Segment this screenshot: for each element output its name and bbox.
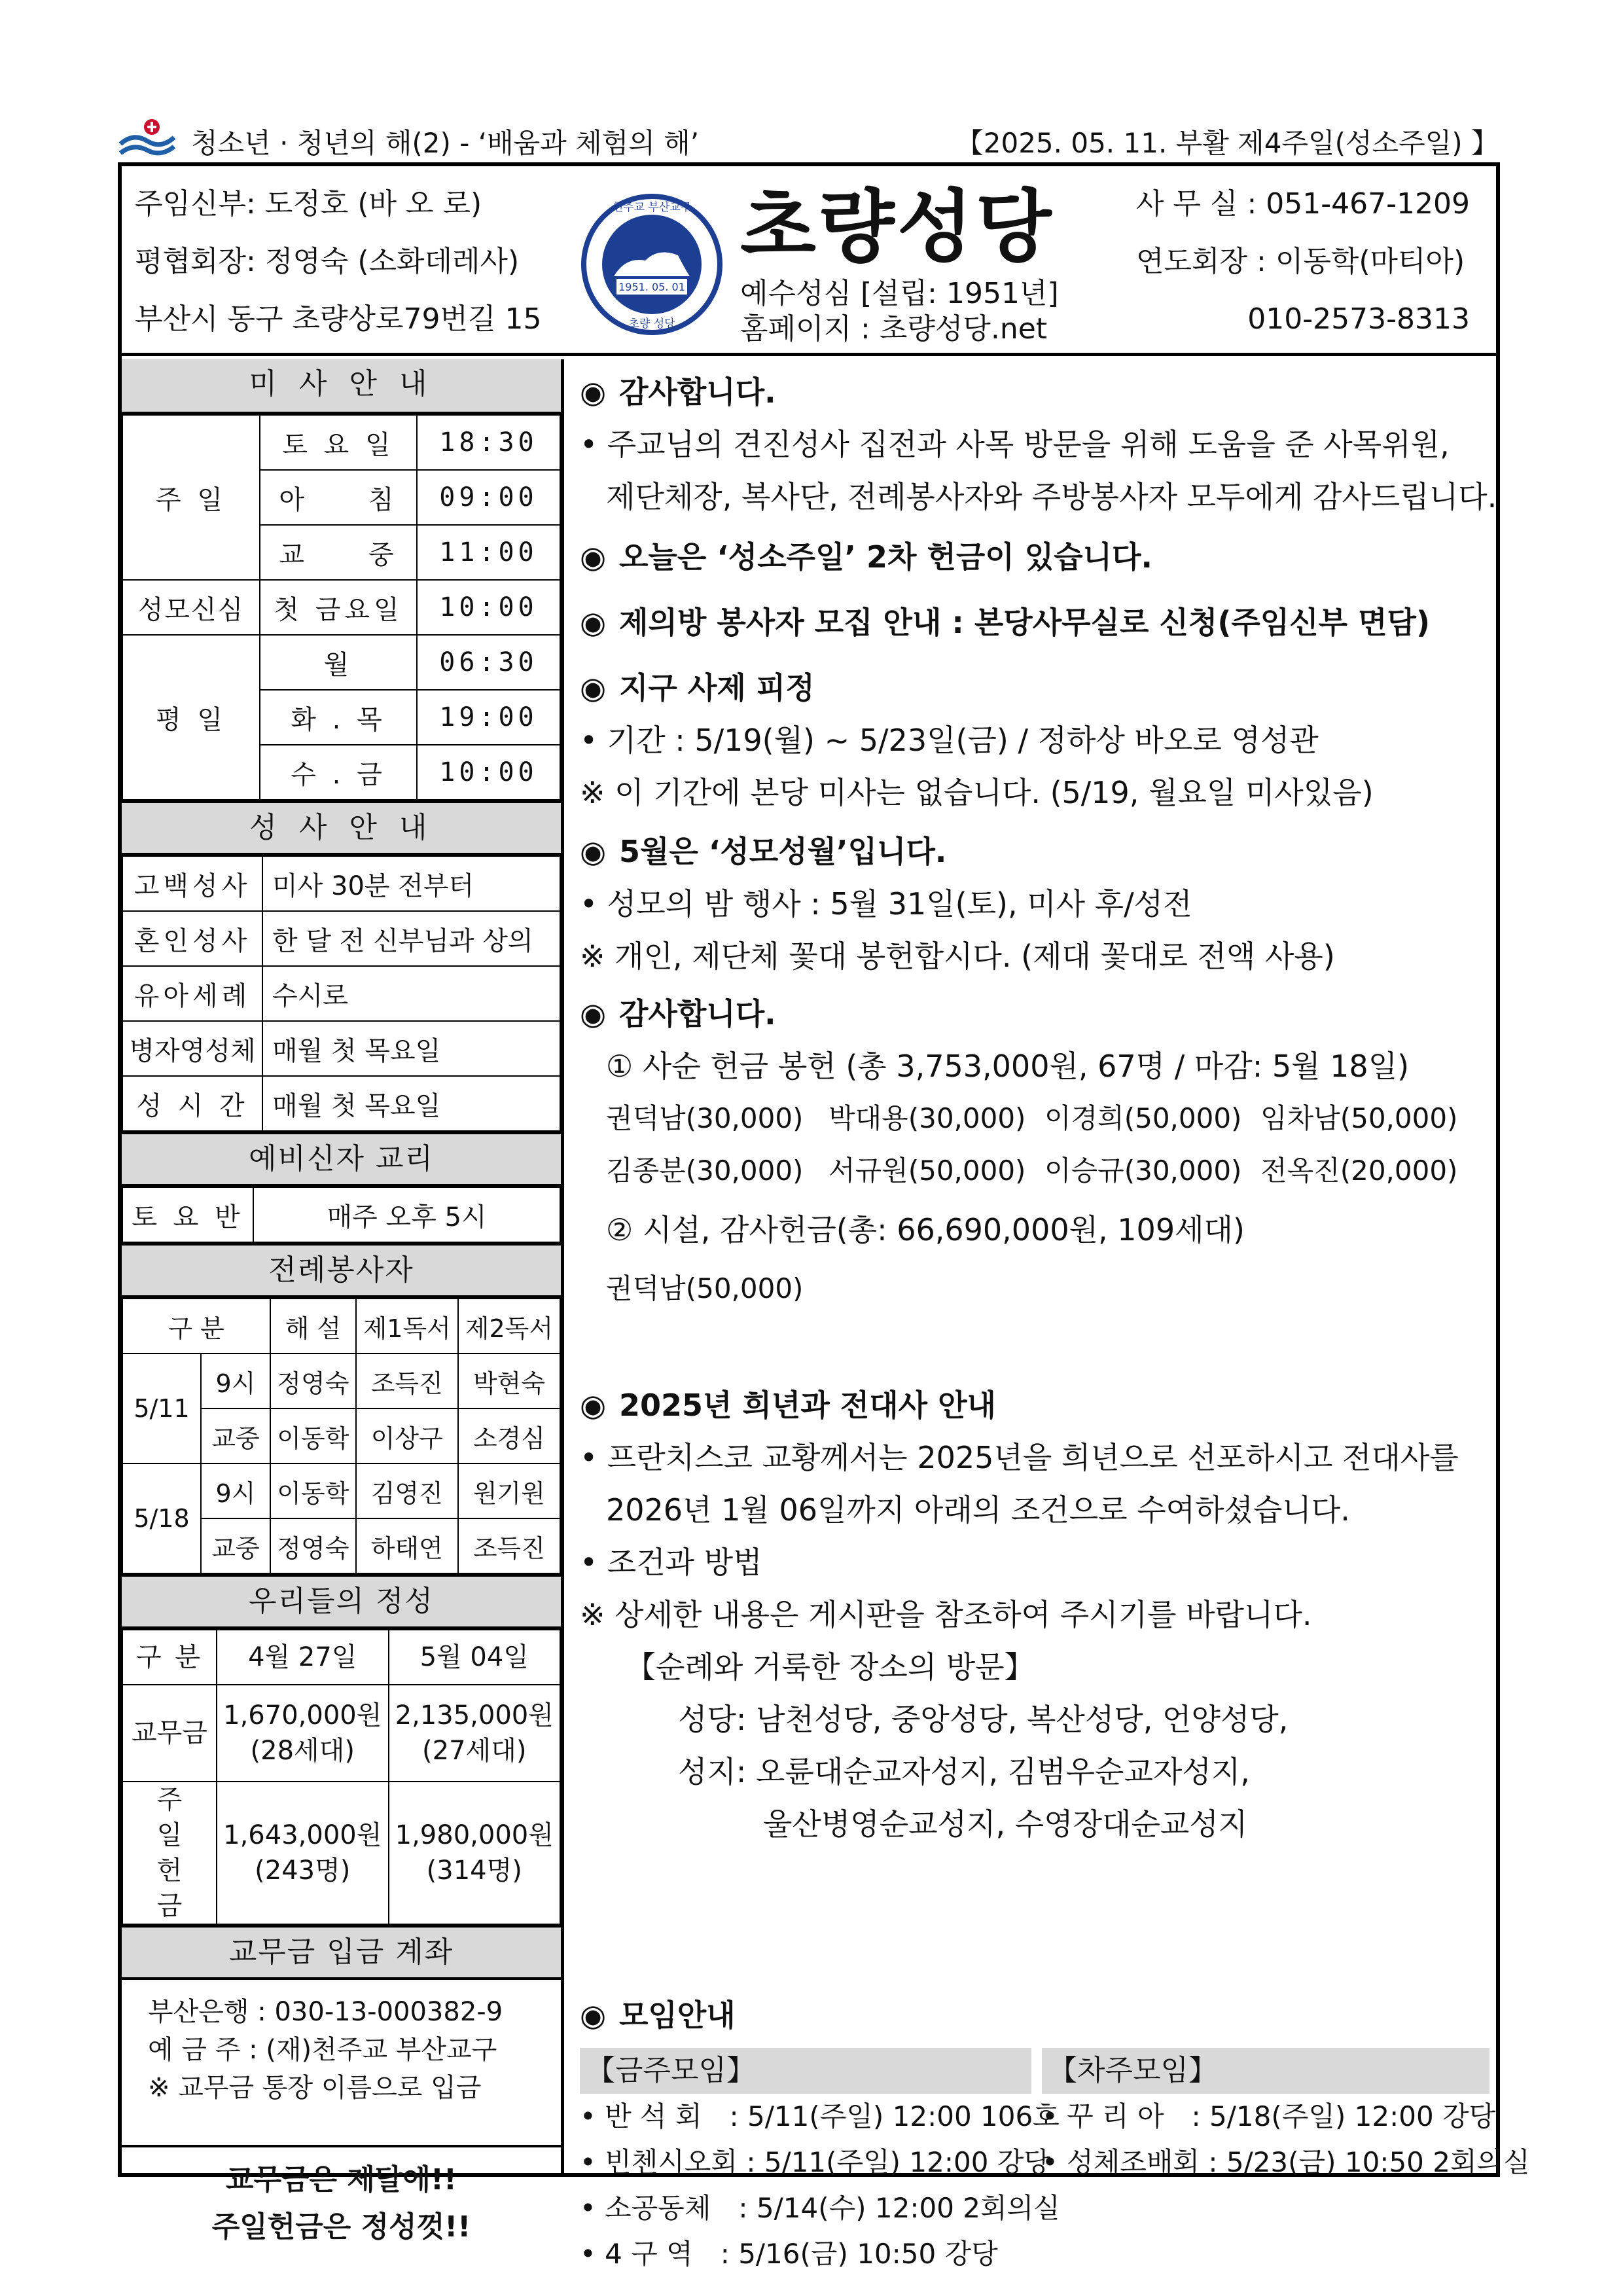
- donor: 전옥진(20,000): [1260, 1155, 1458, 1187]
- sacrament-name: 유아세례: [122, 966, 262, 1021]
- offering-value-may04: [389, 1685, 561, 1782]
- amount: 1,670,000원: [223, 1700, 382, 1731]
- meeting-item: • 반 석 회 : 5/11(주일) 12:00 106호: [580, 2094, 1031, 2140]
- second-reader: 원기원: [458, 1463, 560, 1518]
- mass-schedule-table: [122, 414, 561, 800]
- liturgy-mass: 9시: [201, 1463, 270, 1518]
- notice-line: ※ 개인, 제단체 꽃대 봉헌합시다. (제대 꽃대로 전액 사용): [580, 939, 1335, 974]
- notice-title: ◉ 감사합니다.: [580, 366, 1489, 418]
- pastor-name: 주임신부: 도정호 (바 오 로): [135, 187, 482, 221]
- bullseye-icon: ◉: [580, 539, 607, 575]
- bullseye-icon: ◉: [580, 670, 607, 706]
- offering-col-header: 구 분: [122, 1630, 217, 1685]
- seal-top-text: 천주교 부산교구: [612, 201, 692, 214]
- offering-type: 교무금: [122, 1685, 217, 1782]
- notice-thanks-1: [580, 366, 1497, 523]
- sacrament-info: 미사 30분 전부터: [262, 856, 560, 911]
- notice-line: ② 시설, 감사헌금(총: 66,690,000원, 109세대): [606, 1212, 1245, 1247]
- second-reader: 소경심: [458, 1408, 560, 1463]
- notice-line: • 주교님의 견진성사 집전과 사목 방문을 위해 도움을 준 사목위원,: [580, 418, 1489, 471]
- account-info: [122, 1980, 561, 2147]
- first-reader: 하태연: [356, 1518, 458, 1573]
- offering-col-header: 4월 27일: [217, 1630, 389, 1685]
- donor-list: [580, 1092, 1489, 1197]
- right-column: [580, 359, 1530, 2270]
- notice-line: ① 사순 헌금 봉헌 (총 3,753,000원, 67명 / 마감: 5월 18일): [606, 1049, 1410, 1084]
- notice-line: • 프란치스코 교황께서는 2025년을 희년으로 선포하시고 전대사를: [580, 1431, 1489, 1484]
- mass-time: 19:00: [417, 690, 560, 745]
- meeting-item: • 성체조배회 : 5/23(금) 10:50 2회의실: [1042, 2140, 1489, 2185]
- liturgy-col-header: 해 설: [270, 1299, 356, 1354]
- sacrament-name: 병자영성체: [122, 1021, 262, 1076]
- mass-time: 11:00: [417, 525, 560, 580]
- notice-jubilee: [580, 1379, 1489, 1850]
- mass-day: 첫 금요일: [260, 580, 417, 635]
- next-week-heading: 【차주모임】: [1042, 2048, 1489, 2094]
- donor: 김종분(30,000): [606, 1155, 804, 1187]
- sacrament-name: 성 시 간: [122, 1076, 262, 1131]
- amount: 1,643,000원: [223, 1820, 382, 1850]
- account-heading: 교무금 입금 계좌: [122, 1925, 561, 1980]
- church-info: [740, 276, 1059, 347]
- sacrament-name: 고백성사: [122, 856, 262, 911]
- sacrament-heading: 성 사 안 내: [122, 800, 561, 855]
- slogan-line2: 주일헌금은 정성껏!!: [211, 2210, 471, 2244]
- notice-title: ◉ 오늘은 ‘성소주일’ 2차 헌금이 있습니다.: [580, 531, 1489, 583]
- sacrament-info: 매월 첫 목요일: [262, 1076, 560, 1131]
- notice-thanks-2: [580, 988, 1489, 1315]
- sunday-label: 주 일: [122, 415, 260, 580]
- meeting-item: • 4 구 역 : 5/16(금) 10:50 강당: [580, 2231, 1031, 2277]
- meeting-item: • 꾸 리 아 : 5/18(주일) 12:00 강당: [1042, 2094, 1489, 2140]
- church-name: 초량성당: [740, 182, 1054, 273]
- bank-account: 부산은행 : 030-13-000382-9: [148, 1997, 503, 2027]
- mobile-phone: 010-2573-8313: [1247, 302, 1470, 336]
- seal-bottom-text: 초량 성당: [628, 317, 675, 331]
- notice-title: ◉ 모임안내: [580, 1989, 1489, 2041]
- count: (243명): [255, 1856, 351, 1886]
- district-head: 연도회장 : 이동학(마티아): [1136, 245, 1465, 278]
- donor: 임차남(50,000): [1260, 1102, 1458, 1134]
- church-address: 부산시 동구 초량상로79번길 15: [135, 302, 542, 336]
- mass-time: 18:30: [417, 415, 560, 470]
- seal-date-text: 1951. 05. 01: [618, 281, 685, 293]
- notice-line: 성당: 남천성당, 중앙성당, 복산성당, 언양성당,: [678, 1702, 1289, 1737]
- bullseye-icon: ◉: [580, 834, 607, 869]
- offering-col-header: 5월 04일: [389, 1630, 561, 1685]
- offering-heading: 우리들의 정성: [122, 1574, 561, 1629]
- mass-day: 수 . 금: [260, 745, 417, 800]
- donor: 서규원(50,000): [829, 1155, 1026, 1187]
- notice-line: • 기간 : 5/19(월) ~ 5/23일(금) / 정하상 바오로 영성관: [580, 714, 1489, 766]
- this-week-heading: 【금주모임】: [580, 2048, 1031, 2094]
- count: (27세대): [422, 1736, 527, 1766]
- notice-line: • 조건과 방법: [580, 1536, 1489, 1588]
- mass-day: 아 침: [260, 470, 417, 525]
- count: (28세대): [250, 1736, 355, 1766]
- mass-time: 09:00: [417, 470, 560, 525]
- mass-time: 10:00: [417, 745, 560, 800]
- notice-retreat: [580, 662, 1489, 819]
- liturgy-table: [122, 1298, 561, 1574]
- liturgy-col-header: 구 분: [122, 1299, 270, 1354]
- liturgy-mass: 교중: [201, 1518, 270, 1573]
- offering-table: [122, 1629, 561, 1925]
- meeting-item: • 소공동체 : 5/14(수) 12:00 2회의실: [580, 2185, 1031, 2231]
- catechism-heading: 예비신자 교리: [122, 1132, 561, 1187]
- first-reader: 조득진: [356, 1354, 458, 1408]
- sacrament-info: 한 달 전 신부님과 상의: [262, 911, 560, 966]
- bulletin-header: [122, 166, 1496, 356]
- office-phone: 사 무 실 : 051-467-1209: [1136, 187, 1470, 221]
- sacrament-name: 혼인성사: [122, 911, 262, 966]
- liturgy-col-header: 제1독서: [356, 1299, 458, 1354]
- notice-recruit: [580, 596, 1489, 649]
- offering-value-apr27: [217, 1685, 389, 1782]
- offering-slogan: [122, 2147, 561, 2251]
- church-seal-logo: [580, 192, 724, 336]
- header-left: [135, 175, 541, 348]
- left-column: [122, 359, 564, 2244]
- bullseye-icon: ◉: [580, 1388, 607, 1423]
- bullseye-icon: ◉: [580, 374, 607, 410]
- homepage-link[interactable]: 홈페이지 : 초량성당.net: [740, 312, 1048, 346]
- this-week-meetings: [580, 2048, 1060, 2277]
- header-right: [1136, 175, 1470, 348]
- liturgy-col-header: 제2독서: [458, 1299, 560, 1354]
- mass-day: 화 . 목: [260, 690, 417, 745]
- offering-value-may04: [389, 1782, 561, 1924]
- bullseye-icon: ◉: [580, 605, 607, 640]
- commentator: 이동학: [270, 1408, 356, 1463]
- bulletin-frame: [118, 162, 1530, 2270]
- notice-line: ※ 상세한 내용은 게시판을 참조하여 주시기를 바랍니다.: [580, 1597, 1312, 1632]
- year-theme: 청소년 · 청년의 해(2) - ‘배움과 체험의 해’: [191, 127, 700, 159]
- commentator: 정영숙: [270, 1354, 356, 1408]
- catechism-time: 매주 오후 5시: [253, 1187, 560, 1242]
- top-line: [118, 118, 1499, 164]
- first-reader: 김영진: [356, 1463, 458, 1518]
- donor: 권덕남(50,000): [606, 1272, 804, 1304]
- notice-line: 2026년 1월 06일까지 아래의 조건으로 수여하셨습니다.: [606, 1492, 1350, 1528]
- donor: 권덕남(30,000): [606, 1102, 804, 1134]
- liturgy-mass: 9시: [201, 1354, 270, 1408]
- amount: 1,980,000원: [395, 1820, 554, 1850]
- commentator: 이동학: [270, 1463, 356, 1518]
- commentator: 정영숙: [270, 1518, 356, 1573]
- donor: 박대용(30,000): [829, 1102, 1026, 1134]
- notice-title: ◉ 감사합니다.: [580, 988, 1489, 1040]
- notice-may: [580, 825, 1489, 982]
- notice-line: • 성모의 밤 행사 : 5월 31일(토), 미사 후/성전: [580, 878, 1489, 930]
- marian-label: 성모신심: [122, 580, 260, 635]
- donor: 이승규(30,000): [1044, 1155, 1242, 1187]
- bullseye-icon: ◉: [580, 996, 607, 1031]
- account-note: ※ 교무금 통장 이름으로 입금: [148, 2073, 482, 2103]
- notice-line: 성지: 오륜대순교자성지, 김범우순교자성지,: [678, 1754, 1250, 1789]
- notice-line: 【순례와 거룩한 장소의 방문】: [626, 1649, 1035, 1685]
- meeting-item: • 빈첸시오회 : 5/11(주일) 12:00 강당: [580, 2140, 1031, 2185]
- mass-schedule-heading: 미 사 안 내: [122, 359, 561, 414]
- notice-title: ◉ 2025년 희년과 전대사 안내: [580, 1379, 1489, 1431]
- council-president: 평협회장: 정영숙 (소화데레사): [135, 245, 520, 278]
- catechism-table: [122, 1187, 561, 1243]
- diocese-wave-icon: [118, 118, 177, 160]
- notice-line: ※ 이 기간에 본당 미사는 없습니다. (5/19, 월요일 미사있음): [580, 775, 1374, 810]
- bulletin-date: 【2025. 05. 11. 부활 제4주일(성소주일) 】: [955, 127, 1499, 159]
- notice-title: ◉ 지구 사제 피정: [580, 662, 1489, 714]
- liturgy-heading: 전례봉사자: [122, 1243, 561, 1298]
- sacrament-table: [122, 855, 561, 1132]
- weekday-label: 평 일: [122, 635, 260, 800]
- next-week-meetings: [1042, 2048, 1530, 2185]
- count: (314명): [426, 1856, 522, 1886]
- sacrament-info: 수시로: [262, 966, 560, 1021]
- donor: 이경희(50,000): [1044, 1102, 1242, 1134]
- liturgy-date: 5/11: [122, 1354, 201, 1463]
- mass-time: 10:00: [417, 580, 560, 635]
- second-reader: 박현숙: [458, 1354, 560, 1408]
- slogan-line1: 교무금은 제달에!!: [226, 2163, 457, 2197]
- notice-line: 울산병영순교성지, 수영장대순교성지: [763, 1806, 1248, 1842]
- mass-day: 교 중: [260, 525, 417, 580]
- second-reader: 조득진: [458, 1518, 560, 1573]
- catechism-class: 토 요 반: [122, 1187, 253, 1242]
- sacrament-info: 매월 첫 목요일: [262, 1021, 560, 1076]
- mass-time: 06:30: [417, 635, 560, 690]
- offering-value-apr27: [217, 1782, 389, 1924]
- mass-day: 월: [260, 635, 417, 690]
- first-reader: 이상구: [356, 1408, 458, 1463]
- notice-title: ◉ 제의방 봉사자 모집 안내 : 본당사무실로 신청(주임신부 면담): [580, 596, 1489, 649]
- founded-text: 예수성심 [설립: 1951년]: [740, 277, 1059, 310]
- liturgy-mass: 교중: [201, 1408, 270, 1463]
- account-holder: 예 금 주 : (재)천주교 부산교구: [148, 2035, 497, 2065]
- notice-meeting: [580, 1989, 1489, 2041]
- notice-collection: [580, 531, 1489, 583]
- offering-type: 주 일 헌 금: [122, 1782, 217, 1924]
- notice-title: ◉ 5월은 ‘성모성월’입니다.: [580, 825, 1489, 878]
- notice-line: 제단체장, 복사단, 전례봉사자와 주방봉사자 모두에게 감사드립니다.: [606, 479, 1497, 514]
- liturgy-date: 5/18: [122, 1463, 201, 1573]
- mass-day: 토 요 일: [260, 415, 417, 470]
- bullseye-icon: ◉: [580, 1998, 607, 2033]
- amount: 2,135,000원: [395, 1700, 554, 1731]
